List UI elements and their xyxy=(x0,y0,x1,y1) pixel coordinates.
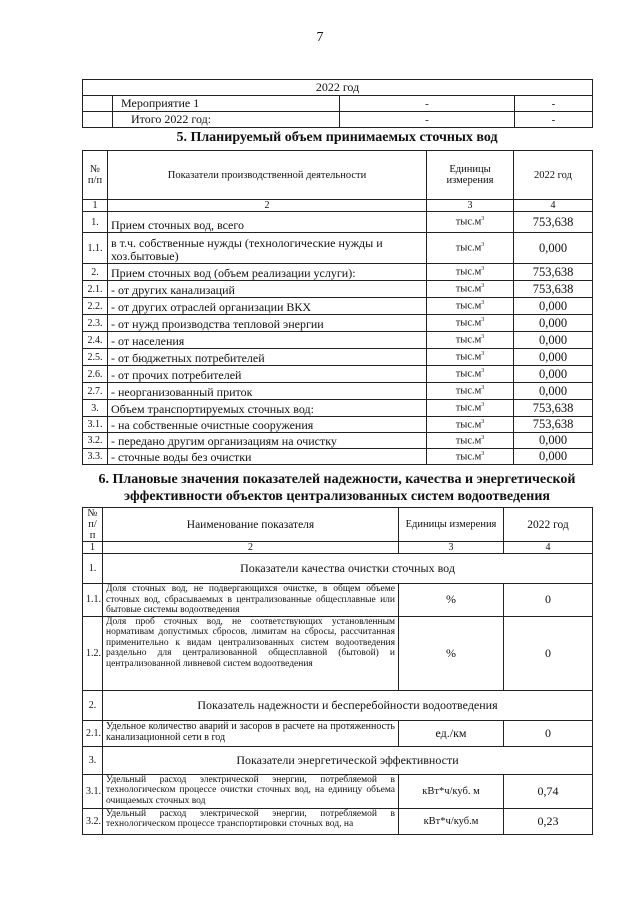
unit-superscript: 3 xyxy=(481,283,485,290)
row-num: 2.6. xyxy=(83,366,108,383)
table-row xyxy=(83,400,593,417)
section6-heading-line2: эффективности объектов централизованных систем водоотведения xyxy=(124,489,550,504)
row-value: 0 xyxy=(504,720,593,746)
row-unit-text: тыс.м xyxy=(455,385,482,397)
group-row xyxy=(83,554,593,584)
row-name: - передано другим организациям на очистку xyxy=(108,433,427,449)
row-num: 3.3. xyxy=(83,449,108,465)
group-num: 3. xyxy=(83,746,103,774)
row-name: - сточные воды без очистки xyxy=(108,449,427,465)
row-name: - от других отраслей организации ВКХ xyxy=(108,298,427,315)
unit-superscript: 3 xyxy=(481,434,485,441)
group-num: 1. xyxy=(83,554,103,584)
unit-superscript: 3 xyxy=(481,368,485,375)
header-name: Показатели производственной деятельности xyxy=(108,151,427,200)
column-index: 2 xyxy=(108,200,427,212)
table-row xyxy=(83,315,593,332)
row-unit xyxy=(427,233,514,264)
unit-superscript: 3 xyxy=(481,266,485,273)
row-name: - от прочих потребителей xyxy=(108,366,427,383)
row-unit xyxy=(427,400,514,417)
unit-superscript: 3 xyxy=(481,300,485,307)
row-unit: кВт*ч/куб.м xyxy=(399,808,504,834)
header-name: Наименование показателя xyxy=(103,508,399,542)
row-unit-text: тыс.м xyxy=(455,368,482,380)
section5-table xyxy=(82,150,593,465)
unit-superscript: 3 xyxy=(481,450,485,457)
row-unit-text: тыс.м xyxy=(455,402,482,414)
table-row xyxy=(83,212,593,233)
table-row xyxy=(83,417,593,433)
row-unit-text: тыс.м xyxy=(455,216,482,228)
unit-superscript: 3 xyxy=(481,242,485,249)
row-value: 0,000 xyxy=(514,383,593,400)
row-unit xyxy=(427,366,514,383)
header-year: 2022 год xyxy=(514,151,593,200)
row-unit-text: тыс.м xyxy=(455,451,482,463)
row-name: в т.ч. собственные нужды (технологические нужды и хоз.бытовые) xyxy=(108,233,427,264)
row-value: 753,638 xyxy=(514,281,593,298)
row-num: 2.3. xyxy=(83,315,108,332)
row-unit-text: тыс.м xyxy=(455,266,482,278)
table-row xyxy=(83,366,593,383)
row-name: Доля проб сточных вод, не соответствующих установленным нормативам допустимых сбросов, лимитам на сбросы, рассчитанная применительно к видам централизованных систем водоотведения раздельно для централизованной общесплавной (бытовой) и централизованной ливневой систем водоотведения xyxy=(103,616,399,690)
row-num: 1.1. xyxy=(83,233,108,264)
row-unit xyxy=(427,449,514,465)
row-value: - xyxy=(340,112,515,128)
row-name: Удельное количество аварий и засоров в расчете на протяженность канализационной сети в год xyxy=(103,720,399,746)
table-row xyxy=(83,281,593,298)
row-value: 753,638 xyxy=(514,417,593,433)
row-unit-text: тыс.м xyxy=(455,334,482,346)
row-unit xyxy=(427,264,514,281)
column-index: 2 xyxy=(103,542,399,554)
column-index: 1 xyxy=(83,542,103,554)
row-unit xyxy=(427,281,514,298)
row-unit xyxy=(427,349,514,366)
section6-table xyxy=(82,507,593,835)
top-table xyxy=(82,79,593,128)
row-num: 2.2. xyxy=(83,298,108,315)
row-unit: ед./км xyxy=(399,720,504,746)
unit-superscript: 3 xyxy=(481,351,485,358)
section5-heading: 5. Планируемый объем принимаемых сточных вод xyxy=(176,130,498,145)
row-unit-text: тыс.м xyxy=(455,283,482,295)
row-unit-text: тыс.м xyxy=(455,300,482,312)
row-unit-text: тыс.м xyxy=(455,351,482,363)
table-row xyxy=(83,96,593,112)
row-value: - xyxy=(515,96,593,112)
row-num: 1.2. xyxy=(83,616,103,690)
table-row xyxy=(83,112,593,128)
row-name: Мероприятие 1 xyxy=(113,96,340,112)
row-unit xyxy=(427,417,514,433)
unit-superscript: 3 xyxy=(481,402,485,409)
row-value: 753,638 xyxy=(514,400,593,417)
row-name: Прием сточных вод, всего xyxy=(108,212,427,233)
row-value: 753,638 xyxy=(514,212,593,233)
table-row xyxy=(83,264,593,281)
row-name: - от населения xyxy=(108,332,427,349)
row-num: 2.4. xyxy=(83,332,108,349)
row-name: - на собственные очистные сооружения xyxy=(108,417,427,433)
row-value: 0,000 xyxy=(514,449,593,465)
row-num: 2.5. xyxy=(83,349,108,366)
row-unit-text: тыс.м xyxy=(455,435,482,447)
unit-superscript: 3 xyxy=(481,334,485,341)
row-unit xyxy=(427,298,514,315)
row-value: 0,23 xyxy=(504,808,593,834)
row-value: 0,000 xyxy=(514,332,593,349)
row-value: 0,000 xyxy=(514,433,593,449)
group-num: 2. xyxy=(83,690,103,720)
unit-superscript: 3 xyxy=(481,385,485,392)
row-unit xyxy=(427,433,514,449)
row-name: Доля сточных вод, не подвергающихся очистке, в общем объеме сточных вод, сбрасываемых в централизованные общесплавные или бытовые системы водоотведения xyxy=(103,584,399,617)
table-row xyxy=(83,449,593,465)
row-num: 3. xyxy=(83,400,108,417)
column-index: 3 xyxy=(427,200,514,212)
table-row xyxy=(83,383,593,400)
table-row xyxy=(83,616,593,690)
header-unit: Единицы измерения xyxy=(427,151,514,200)
table-row xyxy=(83,584,593,617)
group-title: Показатели энергетической эффективности xyxy=(103,746,593,774)
row-unit-text: тыс.м xyxy=(455,419,482,431)
row-value: 0 xyxy=(504,616,593,690)
row-num: 3.2. xyxy=(83,433,108,449)
row-name: - от других канализаций xyxy=(108,281,427,298)
row-name: Итого 2022 год: xyxy=(113,112,340,128)
row-value: 0,000 xyxy=(514,315,593,332)
row-num: 2.7. xyxy=(83,383,108,400)
row-unit xyxy=(427,212,514,233)
row-name: Объем транспортируемых сточных вод: xyxy=(108,400,427,417)
unit-superscript: 3 xyxy=(481,418,485,425)
row-value: 0 xyxy=(504,584,593,617)
section6-heading-line1: 6. Плановые значения показателей надежности, качества и энергетической xyxy=(98,472,576,487)
row-unit: кВт*ч/куб. м xyxy=(399,774,504,808)
unit-superscript: 3 xyxy=(481,317,485,324)
row-num: 2. xyxy=(83,264,108,281)
row-num: 3.2. xyxy=(83,808,103,834)
group-row xyxy=(83,690,593,720)
group-title: Показатели качества очистки сточных вод xyxy=(103,554,593,584)
row-name: - неорганизованный приток xyxy=(108,383,427,400)
table-row xyxy=(83,774,593,808)
group-row xyxy=(83,746,593,774)
row-unit xyxy=(427,332,514,349)
row-unit-text: тыс.м xyxy=(455,242,482,254)
row-num: 2.1. xyxy=(83,720,103,746)
row-num: 3.1. xyxy=(83,417,108,433)
row-value: 0,000 xyxy=(514,233,593,264)
top-table-year: 2022 год xyxy=(83,80,593,96)
row-name: - от бюджетных потребителей xyxy=(108,349,427,366)
header-num: № п/п xyxy=(83,151,108,200)
row-unit-text: тыс.м xyxy=(455,317,482,329)
row-name: Удельный расход электрической энергии, потребляемой в технологическом процессе транспортировки сточных вод, на xyxy=(103,808,399,834)
header-unit: Единицы измерения xyxy=(399,508,504,542)
table-row xyxy=(83,233,593,264)
table-row xyxy=(83,808,593,834)
table-row xyxy=(83,298,593,315)
row-num: 1.1. xyxy=(83,584,103,617)
column-index: 3 xyxy=(399,542,504,554)
row-unit: % xyxy=(399,616,504,690)
table-row xyxy=(83,332,593,349)
header-year: 2022 год xyxy=(504,508,593,542)
row-name: - от нужд производства тепловой энергии xyxy=(108,315,427,332)
table-row xyxy=(83,720,593,746)
row-value: - xyxy=(340,96,515,112)
column-index: 1 xyxy=(83,200,108,212)
column-index: 4 xyxy=(514,200,593,212)
row-value: 0,000 xyxy=(514,349,593,366)
unit-superscript: 3 xyxy=(481,216,485,223)
row-value: 0,74 xyxy=(504,774,593,808)
table-row xyxy=(83,349,593,366)
row-name: Удельный расход электрической энергии, потребляемой в технологическом процессе очистки сточных вод, на единицу объема очищаемых сточных вод xyxy=(103,774,399,808)
row-value: - xyxy=(515,112,593,128)
row-unit xyxy=(427,383,514,400)
group-title: Показатель надежности и бесперебойности водоотведения xyxy=(103,690,593,720)
row-num: 3.1. xyxy=(83,774,103,808)
row-num: 1. xyxy=(83,212,108,233)
header-num: № п/п xyxy=(83,508,103,542)
table-row xyxy=(83,433,593,449)
row-value: 0,000 xyxy=(514,298,593,315)
row-value: 753,638 xyxy=(514,264,593,281)
column-index: 4 xyxy=(504,542,593,554)
page-number: 7 xyxy=(316,30,324,45)
row-name: Прием сточных вод (объем реализации услуги): xyxy=(108,264,427,281)
row-unit: % xyxy=(399,584,504,617)
row-unit xyxy=(427,315,514,332)
row-num: 2.1. xyxy=(83,281,108,298)
row-value: 0,000 xyxy=(514,366,593,383)
